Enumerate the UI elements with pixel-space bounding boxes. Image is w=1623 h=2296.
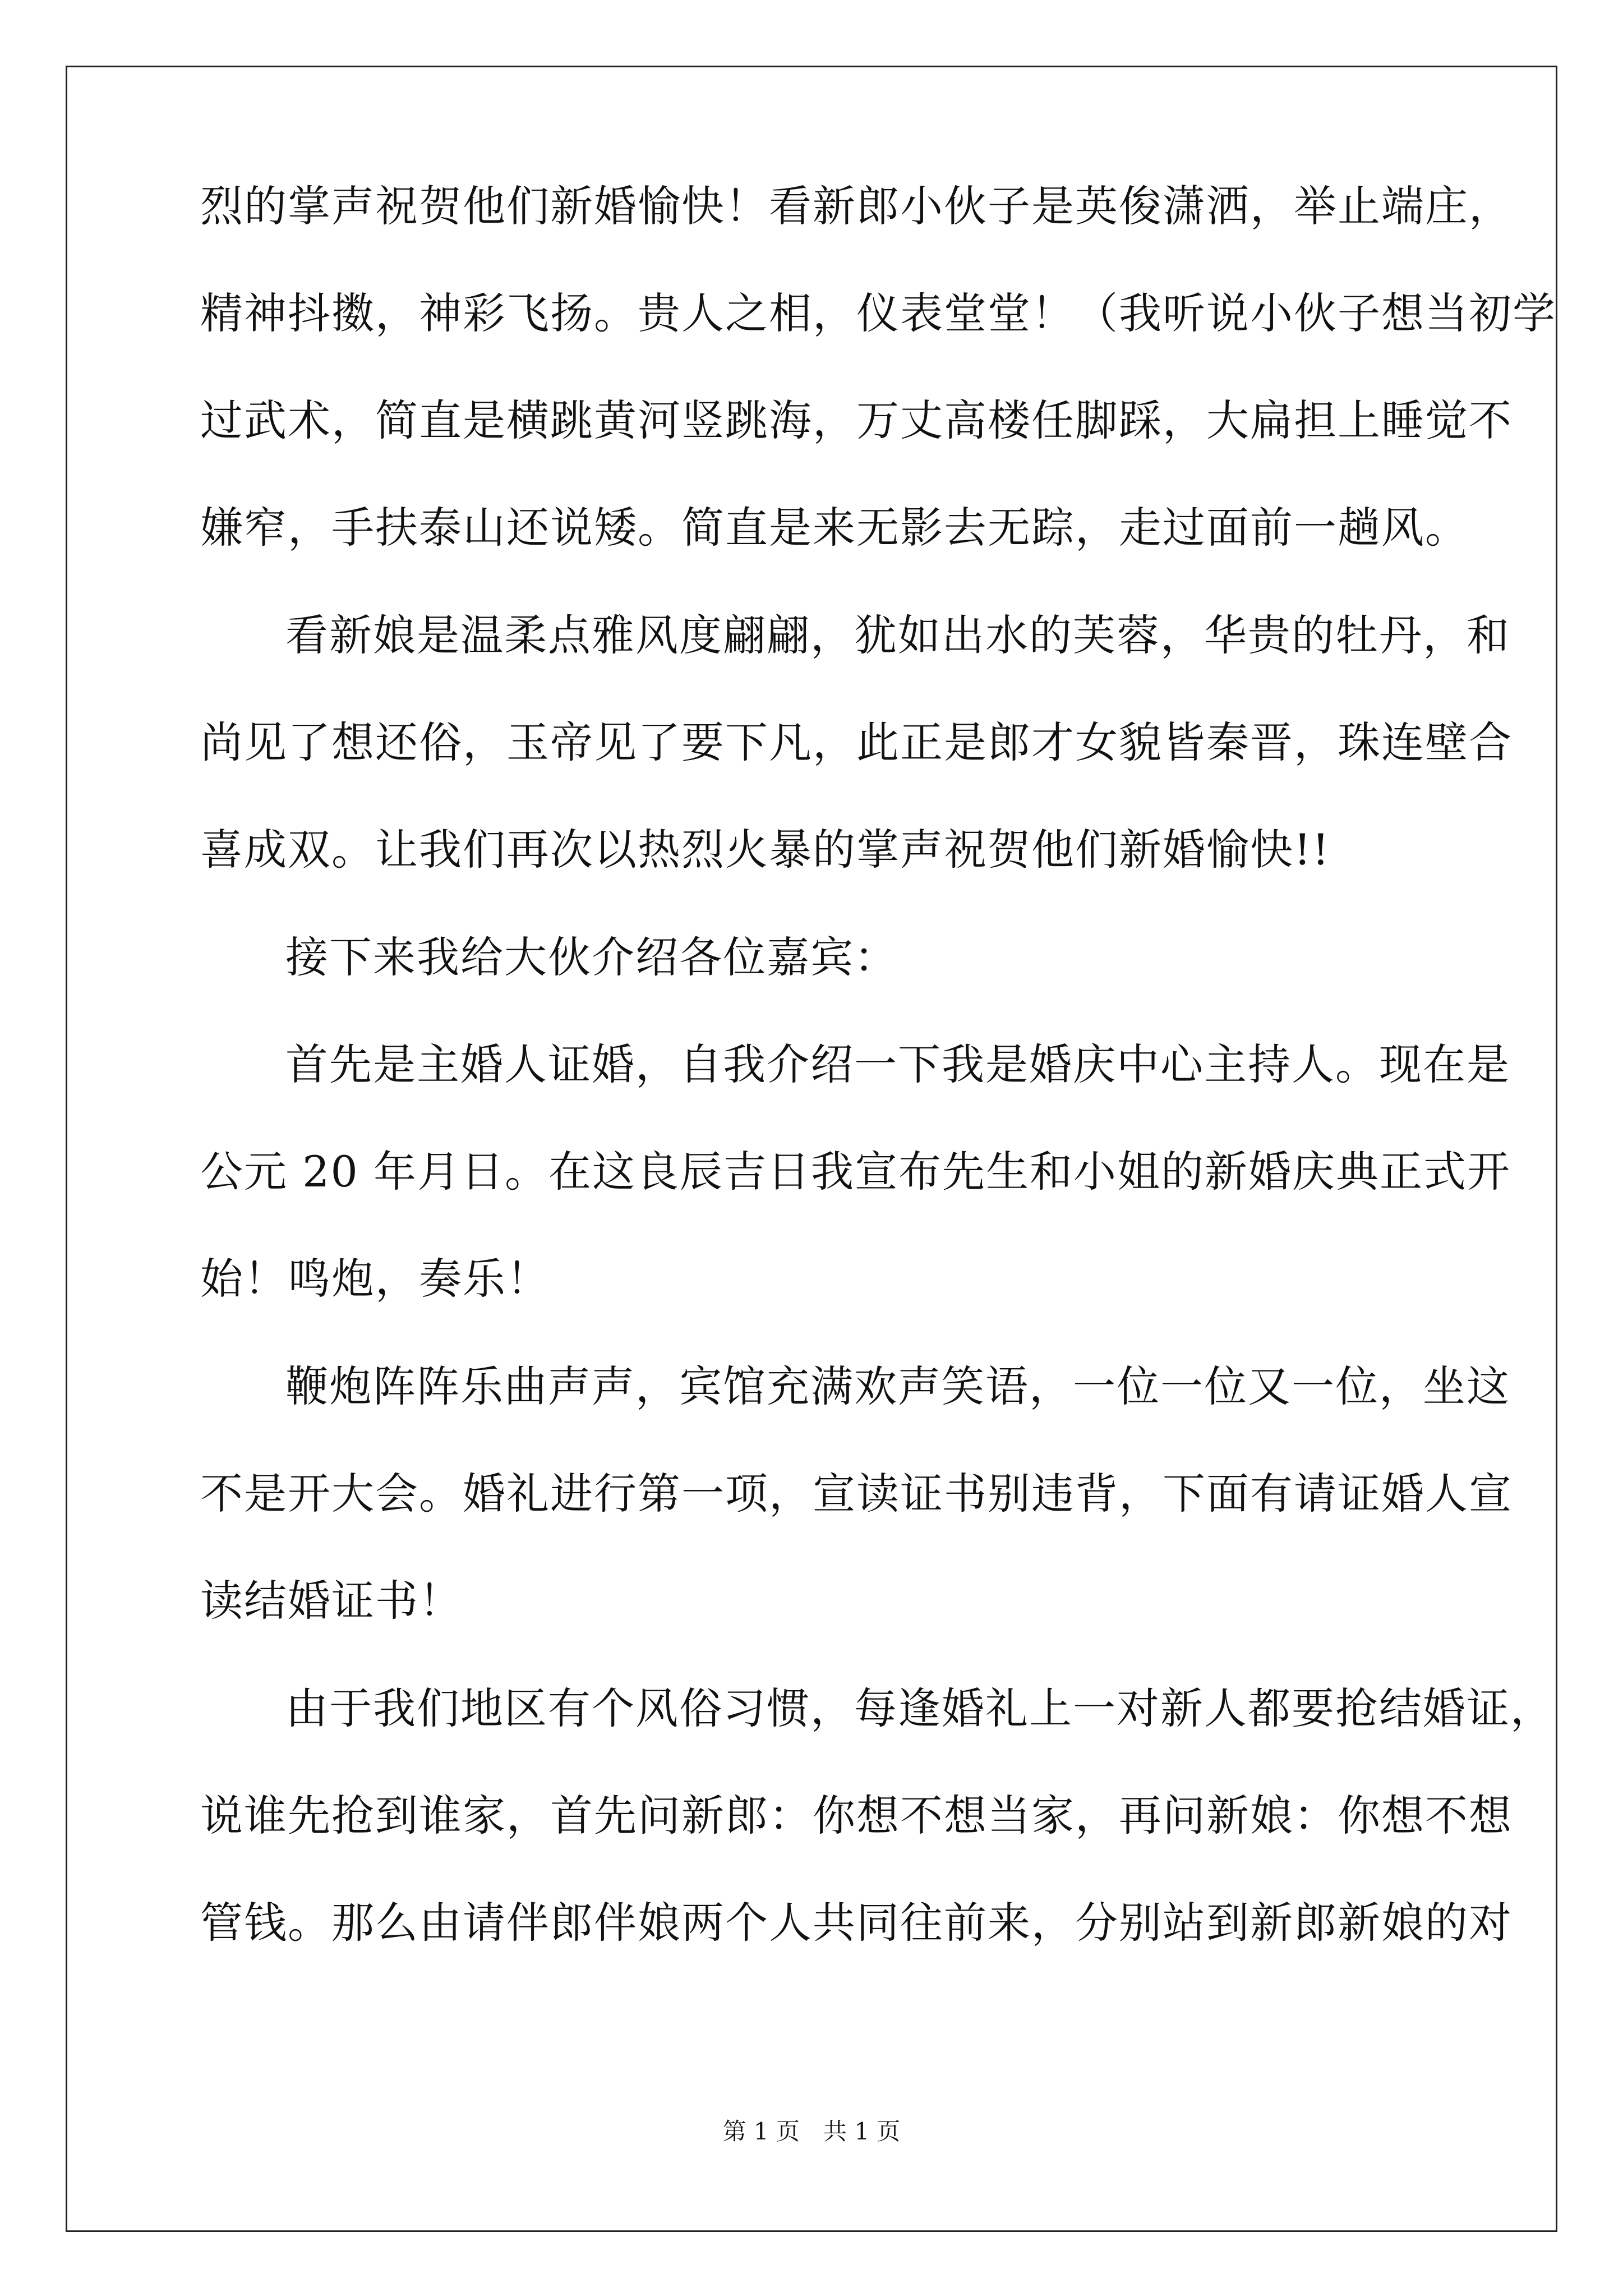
page-number-footer: 第 1 页 共 1 页: [722, 2118, 901, 2145]
paragraph-first-line: 首先是主婚人证婚，自我介绍一下我是婚庆中心主持人。现在是: [285, 1039, 1510, 1089]
text-line: 喜成双。让我们再次以热烈火暴的掌声祝贺他们新婚愉快!!: [200, 825, 1331, 875]
paragraph-first-line: 看新娘是温柔点雅风度翩翩，犹如出水的芙蓉，华贵的牡丹，和: [285, 610, 1510, 660]
text-line: 嫌窄，手扶泰山还说矮。简直是来无影去无踪，走过面前一趟风。: [200, 503, 1469, 553]
paragraph-first-line: 接下来我给大伙介绍各位嘉宾：: [285, 932, 898, 982]
text-line: 精神抖擞，神彩飞扬。贵人之相，仪表堂堂！（我听说小伙子想当初学: [200, 288, 1556, 338]
text-line: 不是开大会。婚礼进行第一项，宣读证书别违背，下面有请证婚人宣: [200, 1469, 1513, 1519]
text-line: 尚见了想还俗，玉帝见了要下凡，此正是郎才女貌皆秦晋，珠连壁合: [200, 717, 1513, 767]
text-line: 说谁先抢到谁家，首先问新郎：你想不想当家，再问新娘：你想不想: [200, 1791, 1513, 1841]
text-line: 公元 20 年月日。在这良辰吉日我宣布先生和小姐的新婚庆典正式开: [200, 1147, 1511, 1197]
text-line: 始！鸣炮，奏乐！: [200, 1254, 550, 1304]
text-line: 管钱。那么由请伴郎伴娘两个人共同往前来，分别站到新郎新娘的对: [200, 1898, 1513, 1948]
text-line: 烈的掌声祝贺他们新婚愉快！看新郎小伙子是英俊潇洒，举止端庄，: [200, 181, 1513, 231]
paragraph-first-line: 鞭炮阵阵乐曲声声，宾馆充满欢声笑语，一位一位又一位，坐这: [285, 1361, 1510, 1411]
text-line: 过武术，简直是横跳黄河竖跳海，万丈高楼任脚踩，大扁担上睡觉不: [200, 395, 1513, 445]
text-line: 读结婚证书！: [200, 1576, 463, 1626]
paragraph-first-line: 由于我们地区有个风俗习惯，每逢婚礼上一对新人都要抢结婚证，: [285, 1683, 1554, 1733]
